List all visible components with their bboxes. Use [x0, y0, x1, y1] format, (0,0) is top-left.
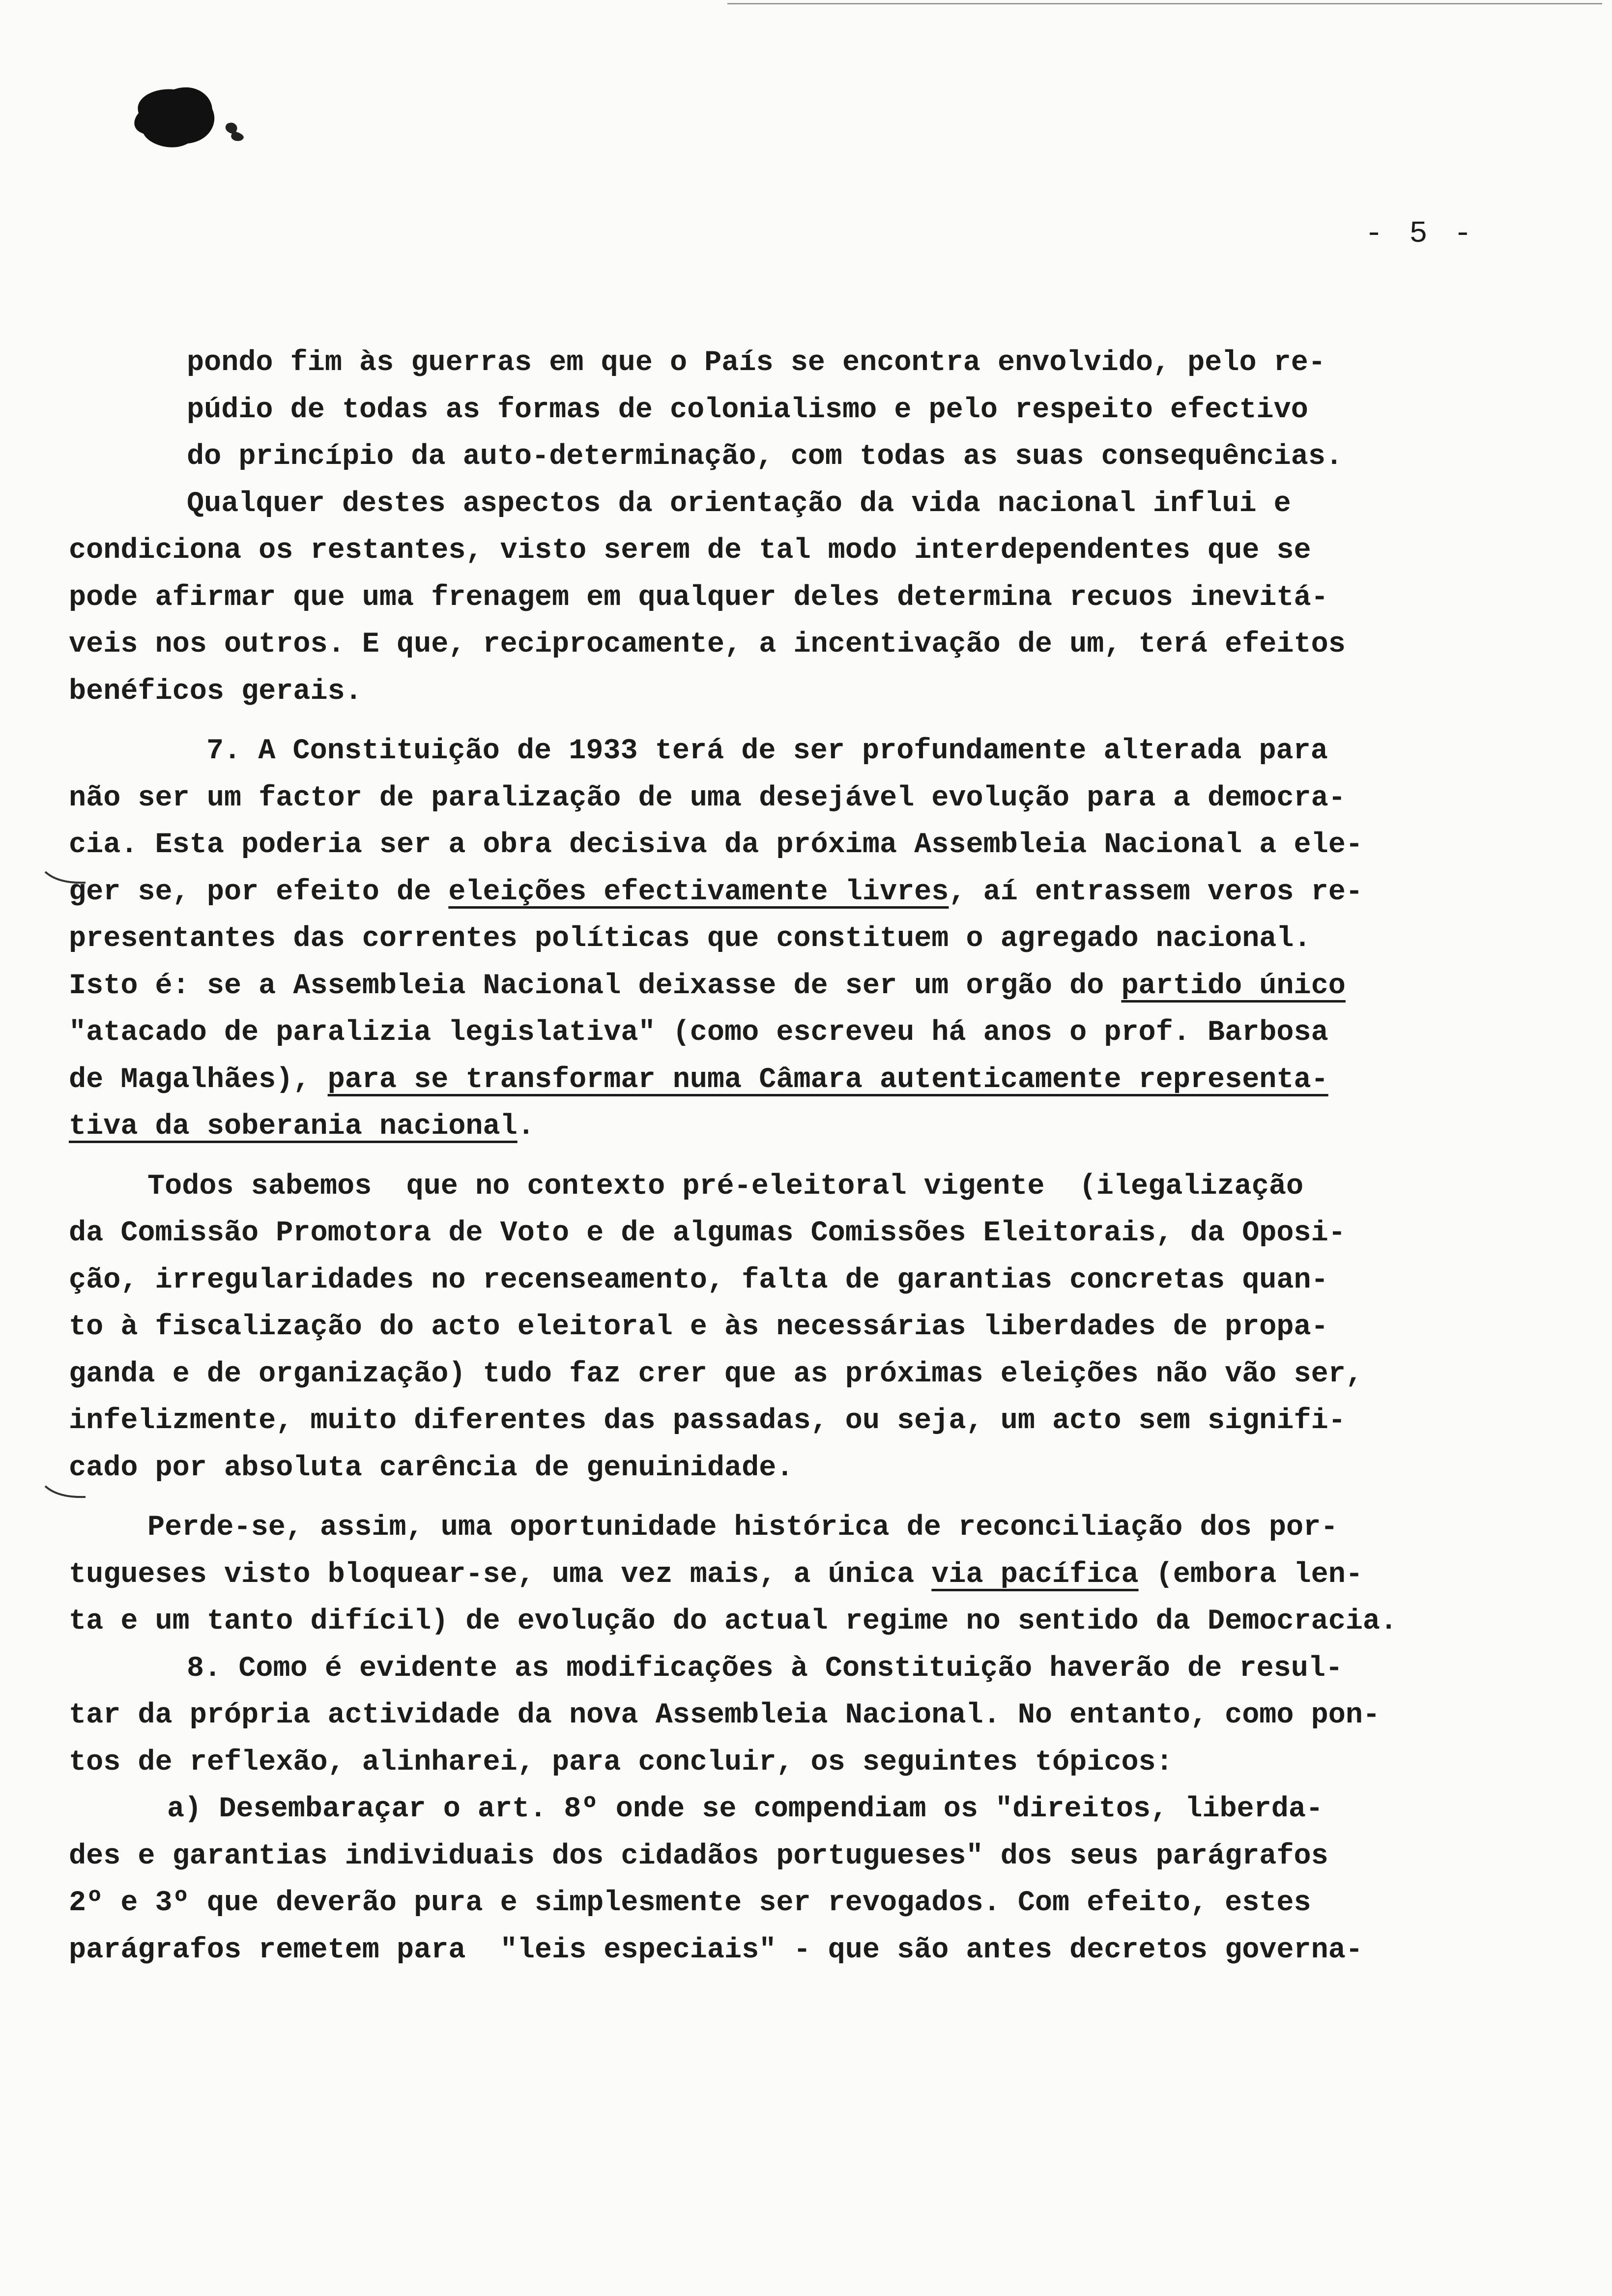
text-line: tugueses visto bloquear-se, uma vez mais, a única via pacífica (embora len-	[69, 1557, 1363, 1591]
text-line: cado por absoluta carência de genuinidade.	[69, 1451, 794, 1484]
text-line: 2º e 3º que deverão pura e simplesmente ser revogados. Com efeito, estes	[69, 1886, 1311, 1919]
text-line: condiciona os restantes, visto serem de tal modo interdependentes que se	[69, 534, 1311, 567]
text-line: parágrafos remetem para "leis especiais" - que são antes decretos governa-	[69, 1933, 1363, 1966]
text-line: tos de reflexão, alinharei, para concluir, os seguintes tópicos:	[69, 1745, 1173, 1779]
underlined-phrase: tiva da soberania nacional	[69, 1110, 518, 1143]
text-line: pondo fim às guerras em que o País se encontra envolvido, pelo re-	[187, 346, 1325, 379]
text-line: presentantes das correntes políticas que constituem o agregado nacional.	[69, 922, 1311, 955]
text-line: tar da própria actividade da nova Assembleia Nacional. No entanto, como pon-	[69, 1698, 1381, 1731]
underlined-phrase: eleições efectivamente livres	[448, 875, 949, 908]
underlined-phrase: para se transformar numa Câmara autenticamente representa-	[327, 1062, 1328, 1096]
text-line: da Comissão Promotora de Voto e de algumas Comissões Eleitorais, da Oposi-	[69, 1216, 1346, 1249]
text-line: 8. Como é evidente as modificações à Constituição haverão de resul-	[187, 1651, 1343, 1685]
text-line: Isto é: se a Assembleia Nacional deixasse de ser um orgão do partido único	[69, 969, 1346, 1002]
text-line: Qualquer destes aspectos da orientação da vida nacional influi e	[187, 487, 1291, 520]
text-line: veis nos outros. E que, reciprocamente, a incentivação de um, terá efeitos	[69, 628, 1346, 660]
text-line: a) Desembaraçar o art. 8º onde se compendiam os "direitos, liberda-	[167, 1792, 1324, 1825]
text-line: pode afirmar que uma frenagem em qualquer deles determina recuos inevitá-	[69, 580, 1328, 614]
ink-blot-mark	[129, 79, 257, 152]
document-body	[69, 339, 1533, 1973]
text-line: ção, irregularidades no recenseamento, falta de garantias concretas quan-	[69, 1263, 1328, 1296]
text-line: 7. A Constituição de 1933 terá de ser profundamente alterada para	[206, 734, 1328, 767]
text-line: cia. Esta poderia ser a obra decisiva da próxima Assembleia Nacional a ele-	[69, 828, 1363, 861]
text-line: benéficos gerais.	[69, 674, 362, 708]
page-number: - 5 -	[1364, 216, 1476, 251]
text-line: infelizmente, muito diferentes das passadas, ou seja, um acto sem signifi-	[69, 1404, 1346, 1437]
text-line: des e garantias individuais dos cidadãos portugueses" dos seus parágrafos	[69, 1839, 1328, 1872]
text-line: não ser um factor de paralização de uma desejável evolução para a democra-	[69, 781, 1346, 814]
underlined-phrase: partido único	[1121, 969, 1346, 1002]
text-line: tiva da soberania nacional.	[69, 1110, 535, 1143]
text-line: do princípio da auto-determinação, com todas as suas consequências.	[187, 440, 1343, 473]
text-line: ganda e de organização) tudo faz crer que as próximas eleições não vão ser,	[69, 1357, 1363, 1390]
text-line: ta e um tanto difícil) de evolução do actual regime no sentido da Democracia.	[69, 1605, 1398, 1637]
text-line: Perde-se, assim, uma oportunidade histórica de reconciliação dos por-	[147, 1511, 1338, 1544]
text-line: púdio de todas as formas de colonialismo e pelo respeito efectivo	[187, 393, 1308, 426]
text-line: ger se, por efeito de eleições efectivamente livres, aí entrassem veros re-	[69, 875, 1363, 908]
text-line: Todos sabemos que no contexto pré-eleitoral vigente (ilegalização	[147, 1169, 1304, 1203]
text-line: "atacado de paralizia legislativa" (como escreveu há anos o prof. Barbosa	[69, 1016, 1328, 1049]
top-edge-rule	[727, 3, 1602, 4]
text-line: de Magalhães), para se transformar numa Câmara autenticamente representa-	[69, 1062, 1328, 1096]
underlined-phrase: via pacífica	[931, 1557, 1139, 1591]
text-line: to à fiscalização do acto eleitoral e às necessárias liberdades de propa-	[69, 1310, 1328, 1343]
